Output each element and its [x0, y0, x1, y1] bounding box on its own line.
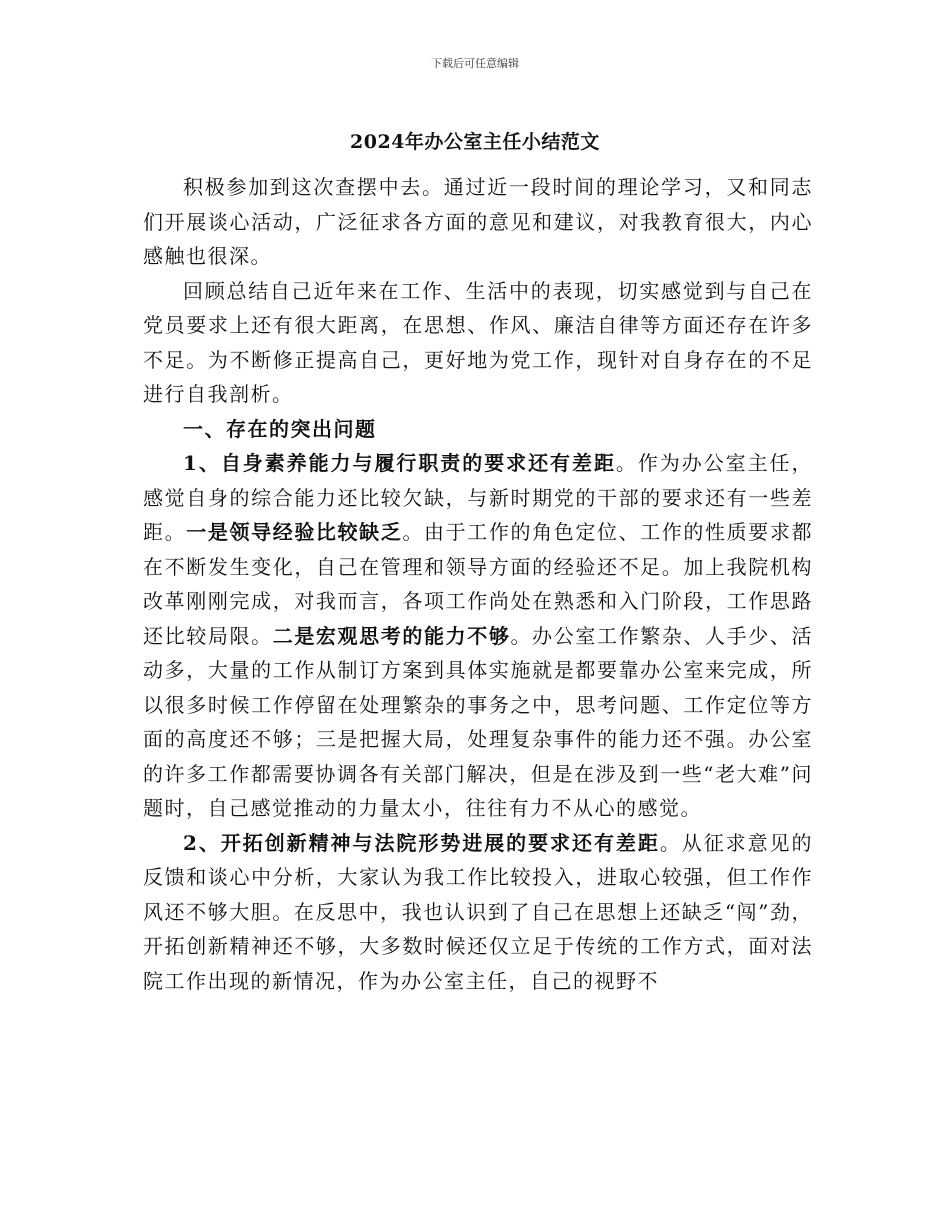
- paragraph-3-point-1: 一是领导经验比较缺乏: [186, 520, 403, 544]
- paragraph-1: 积极参加到这次查摆中去。通过近一段时间的理论学习，又和同志们开展谈心活动，广泛征求各方面的意见和建议，对我教育很大，内心感触也很深。: [143, 175, 813, 268]
- section-heading-text: 一、存在的突出问题: [183, 416, 377, 441]
- section-heading-1: [143, 412, 813, 447]
- document-title: 2024年办公室主任小结范文: [350, 131, 600, 153]
- paragraph-3: [143, 446, 813, 826]
- paragraph-3-text-1: 。作为办公室主任，感觉自身的综合能力还比较欠缺，与新时期党的干部的要求还有一些差距。: [143, 451, 813, 544]
- paragraph-3-text-3: 。办公室工作繁杂、人手少、活动多，大量的工作从制订方案到具体实施就是都要靠办公室来完成，所以很多时候工作停留在处理繁杂的事务之中，思考问题、工作定位等方面的高度还不够；三是把握大局，处理复杂事件的能力还不强。办公室的许多工作都需要协调各有关部门解决，但是在涉及到一些“老大难”问题时，自己感觉推动的力量太小，往往有力不从心的感觉。: [143, 623, 814, 820]
- paragraph-4-text: 。从征求意见的反馈和谈心中分析，大家认为我工作比较投入，进取心较强，但工作作风还不够大胆。在反思中，我也认识到了自己在思想上还缺乏“闯”劲，开拓创新精神还不够，大多数时候还仅立足于传统的工作方式，面对法院工作出现的新情况，作为办公室主任，自己的视野不: [143, 830, 814, 993]
- paragraph-4: [143, 826, 813, 999]
- paragraph-2: 回顾总结自己近年来在工作、生活中的表现，切实感觉到与自己在党员要求上还有很大距离，在思想、作风、廉洁自律等方面还存在许多不足。为不断修正提高自己，更好地为党工作，现针对自身存在的不足进行自我剖析。: [143, 278, 813, 406]
- paragraph-4-heading: 2、开拓创新精神与法院形势进展的要求还有差距: [183, 830, 660, 855]
- header-note: 下载后可任意编辑: [431, 57, 519, 70]
- paragraph-3-text-2: 。由于工作的角色定位、工作的性质要求都在不断发生变化，自己在管理和领导方面的经验还不足。加上我院机构改革刚刚完成，对我而言，各项工作尚处在熟悉和入门阶段，工作思路还比较局限。: [143, 520, 814, 648]
- paragraph-3-point-2: 二是宏观思考的能力不够: [272, 623, 511, 648]
- paragraph-3-heading: 1、自身素养能力与履行职责的要求还有差距: [183, 451, 616, 475]
- document-body: [143, 170, 813, 998]
